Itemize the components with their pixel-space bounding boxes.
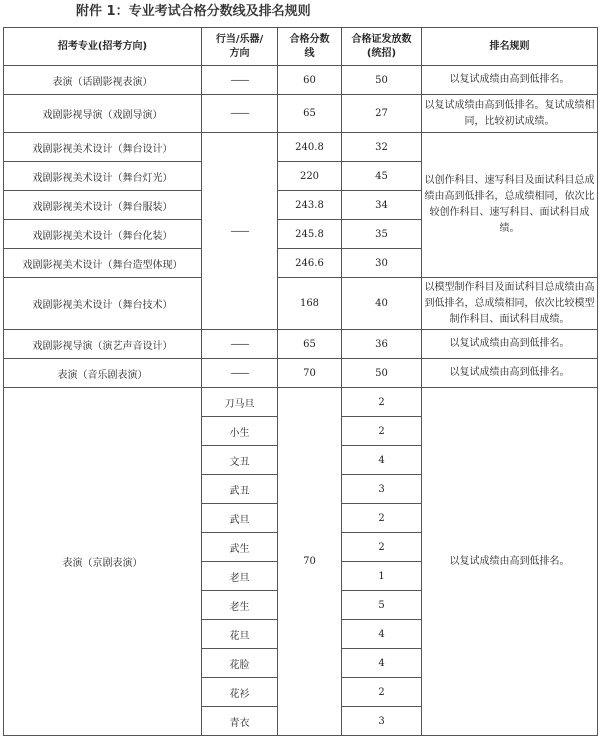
rule-cell-opera: 以复试成绩由高到低排名。 [422, 388, 598, 736]
score-cell: 245.8 [278, 220, 342, 249]
rule-cell: 以复试成绩由高到低排名。复试成绩相同，比较初试成绩。 [422, 95, 598, 133]
table-row [4, 133, 598, 162]
major-cell: 表演（话剧影视表演） [4, 66, 202, 95]
count-cell: 2 [342, 678, 422, 707]
header-count-line1: 合格证发放数 [351, 33, 412, 45]
table-row [4, 66, 598, 95]
role-cell: —— [202, 95, 278, 133]
header-rule: 排名规则 [422, 28, 598, 66]
major-cell: 戏剧影视美术设计（舞台技术） [4, 278, 202, 330]
score-cell-opera: 70 [278, 388, 342, 736]
document-title: 附件 1：专业考试合格分数线及排名规则 [76, 4, 311, 19]
header-score-line2: 线 [304, 47, 315, 59]
major-cell-opera: 表演（京剧表演） [4, 388, 202, 736]
role-cell-design: —— [202, 133, 278, 330]
table-row [4, 278, 598, 330]
rule-cell: 以复试成绩由高到低排名。 [422, 66, 598, 95]
table-row [4, 330, 598, 359]
count-cell: 32 [342, 133, 422, 162]
score-cell: 246.6 [278, 249, 342, 278]
major-cell: 戏剧影视美术设计（舞台灯光） [4, 162, 202, 191]
count-cell: 35 [342, 220, 422, 249]
rule-cell-design: 以创作科目、速写科目及面试科目总成绩由高到低排名，总成绩相同，依次比较创作科目、速写科目、面试科目成绩。 [422, 133, 598, 278]
count-cell: 3 [342, 707, 422, 736]
role-cell: 花衫 [202, 678, 278, 707]
table-row [4, 388, 598, 417]
score-table [3, 27, 598, 736]
score-cell: 70 [278, 359, 342, 388]
major-cell: 戏剧影视美术设计（舞台服装） [4, 191, 202, 220]
major-cell: 戏剧影视美术设计（舞台设计） [4, 133, 202, 162]
count-cell: 40 [342, 278, 422, 330]
role-cell: 青衣 [202, 707, 278, 736]
score-cell: 220 [278, 162, 342, 191]
header-role [202, 28, 278, 66]
count-cell: 4 [342, 446, 422, 475]
count-cell: 45 [342, 162, 422, 191]
score-cell: 65 [278, 330, 342, 359]
major-cell: 表演（音乐剧表演） [4, 359, 202, 388]
count-cell: 36 [342, 330, 422, 359]
score-cell: 60 [278, 66, 342, 95]
role-cell: 花旦 [202, 620, 278, 649]
count-cell: 3 [342, 475, 422, 504]
count-cell: 50 [342, 66, 422, 95]
header-score [278, 28, 342, 66]
role-cell: 武生 [202, 533, 278, 562]
header-count-line2: (统招) [366, 47, 397, 59]
score-cell: 243.8 [278, 191, 342, 220]
count-cell: 5 [342, 591, 422, 620]
role-cell: —— [202, 330, 278, 359]
table-header-row [4, 28, 598, 66]
major-cell: 戏剧影视美术设计（舞台造型体现） [4, 249, 202, 278]
count-cell: 2 [342, 417, 422, 446]
table-row [4, 359, 598, 388]
count-cell: 2 [342, 388, 422, 417]
count-cell: 50 [342, 359, 422, 388]
major-cell: 戏剧影视导演（演艺声音设计） [4, 330, 202, 359]
score-cell: 240.8 [278, 133, 342, 162]
count-cell: 2 [342, 533, 422, 562]
rule-cell: 以复试成绩由高到低排名。 [422, 359, 598, 388]
role-cell: 刀马旦 [202, 388, 278, 417]
count-cell: 27 [342, 95, 422, 133]
count-cell: 2 [342, 504, 422, 533]
major-cell: 戏剧影视导演（戏剧导演） [4, 95, 202, 133]
header-score-line1: 合格分数 [289, 33, 330, 45]
table-row [4, 95, 598, 133]
count-cell: 30 [342, 249, 422, 278]
count-cell: 1 [342, 562, 422, 591]
role-cell: 老旦 [202, 562, 278, 591]
count-cell: 34 [342, 191, 422, 220]
role-cell: 花脸 [202, 649, 278, 678]
role-cell: 文丑 [202, 446, 278, 475]
score-cell: 168 [278, 278, 342, 330]
role-cell: 老生 [202, 591, 278, 620]
role-cell: 小生 [202, 417, 278, 446]
score-cell: 65 [278, 95, 342, 133]
role-cell: —— [202, 359, 278, 388]
role-cell: 武旦 [202, 504, 278, 533]
role-cell: 武丑 [202, 475, 278, 504]
count-cell: 4 [342, 649, 422, 678]
header-role-line1: 行当/乐器/ [215, 33, 264, 45]
rule-cell: 以复试成绩由高到低排名。 [422, 330, 598, 359]
header-major: 招考专业(招考方向) [4, 28, 202, 66]
rule-cell: 以模型制作科目及面试科目总成绩由高到低排名，总成绩相同，依次比较模型制作科目、面试科目成绩。 [422, 278, 598, 330]
header-count [342, 28, 422, 66]
count-cell: 4 [342, 620, 422, 649]
header-role-line2: 方向 [229, 47, 250, 59]
role-cell: —— [202, 66, 278, 95]
major-cell: 戏剧影视美术设计（舞台化装） [4, 220, 202, 249]
